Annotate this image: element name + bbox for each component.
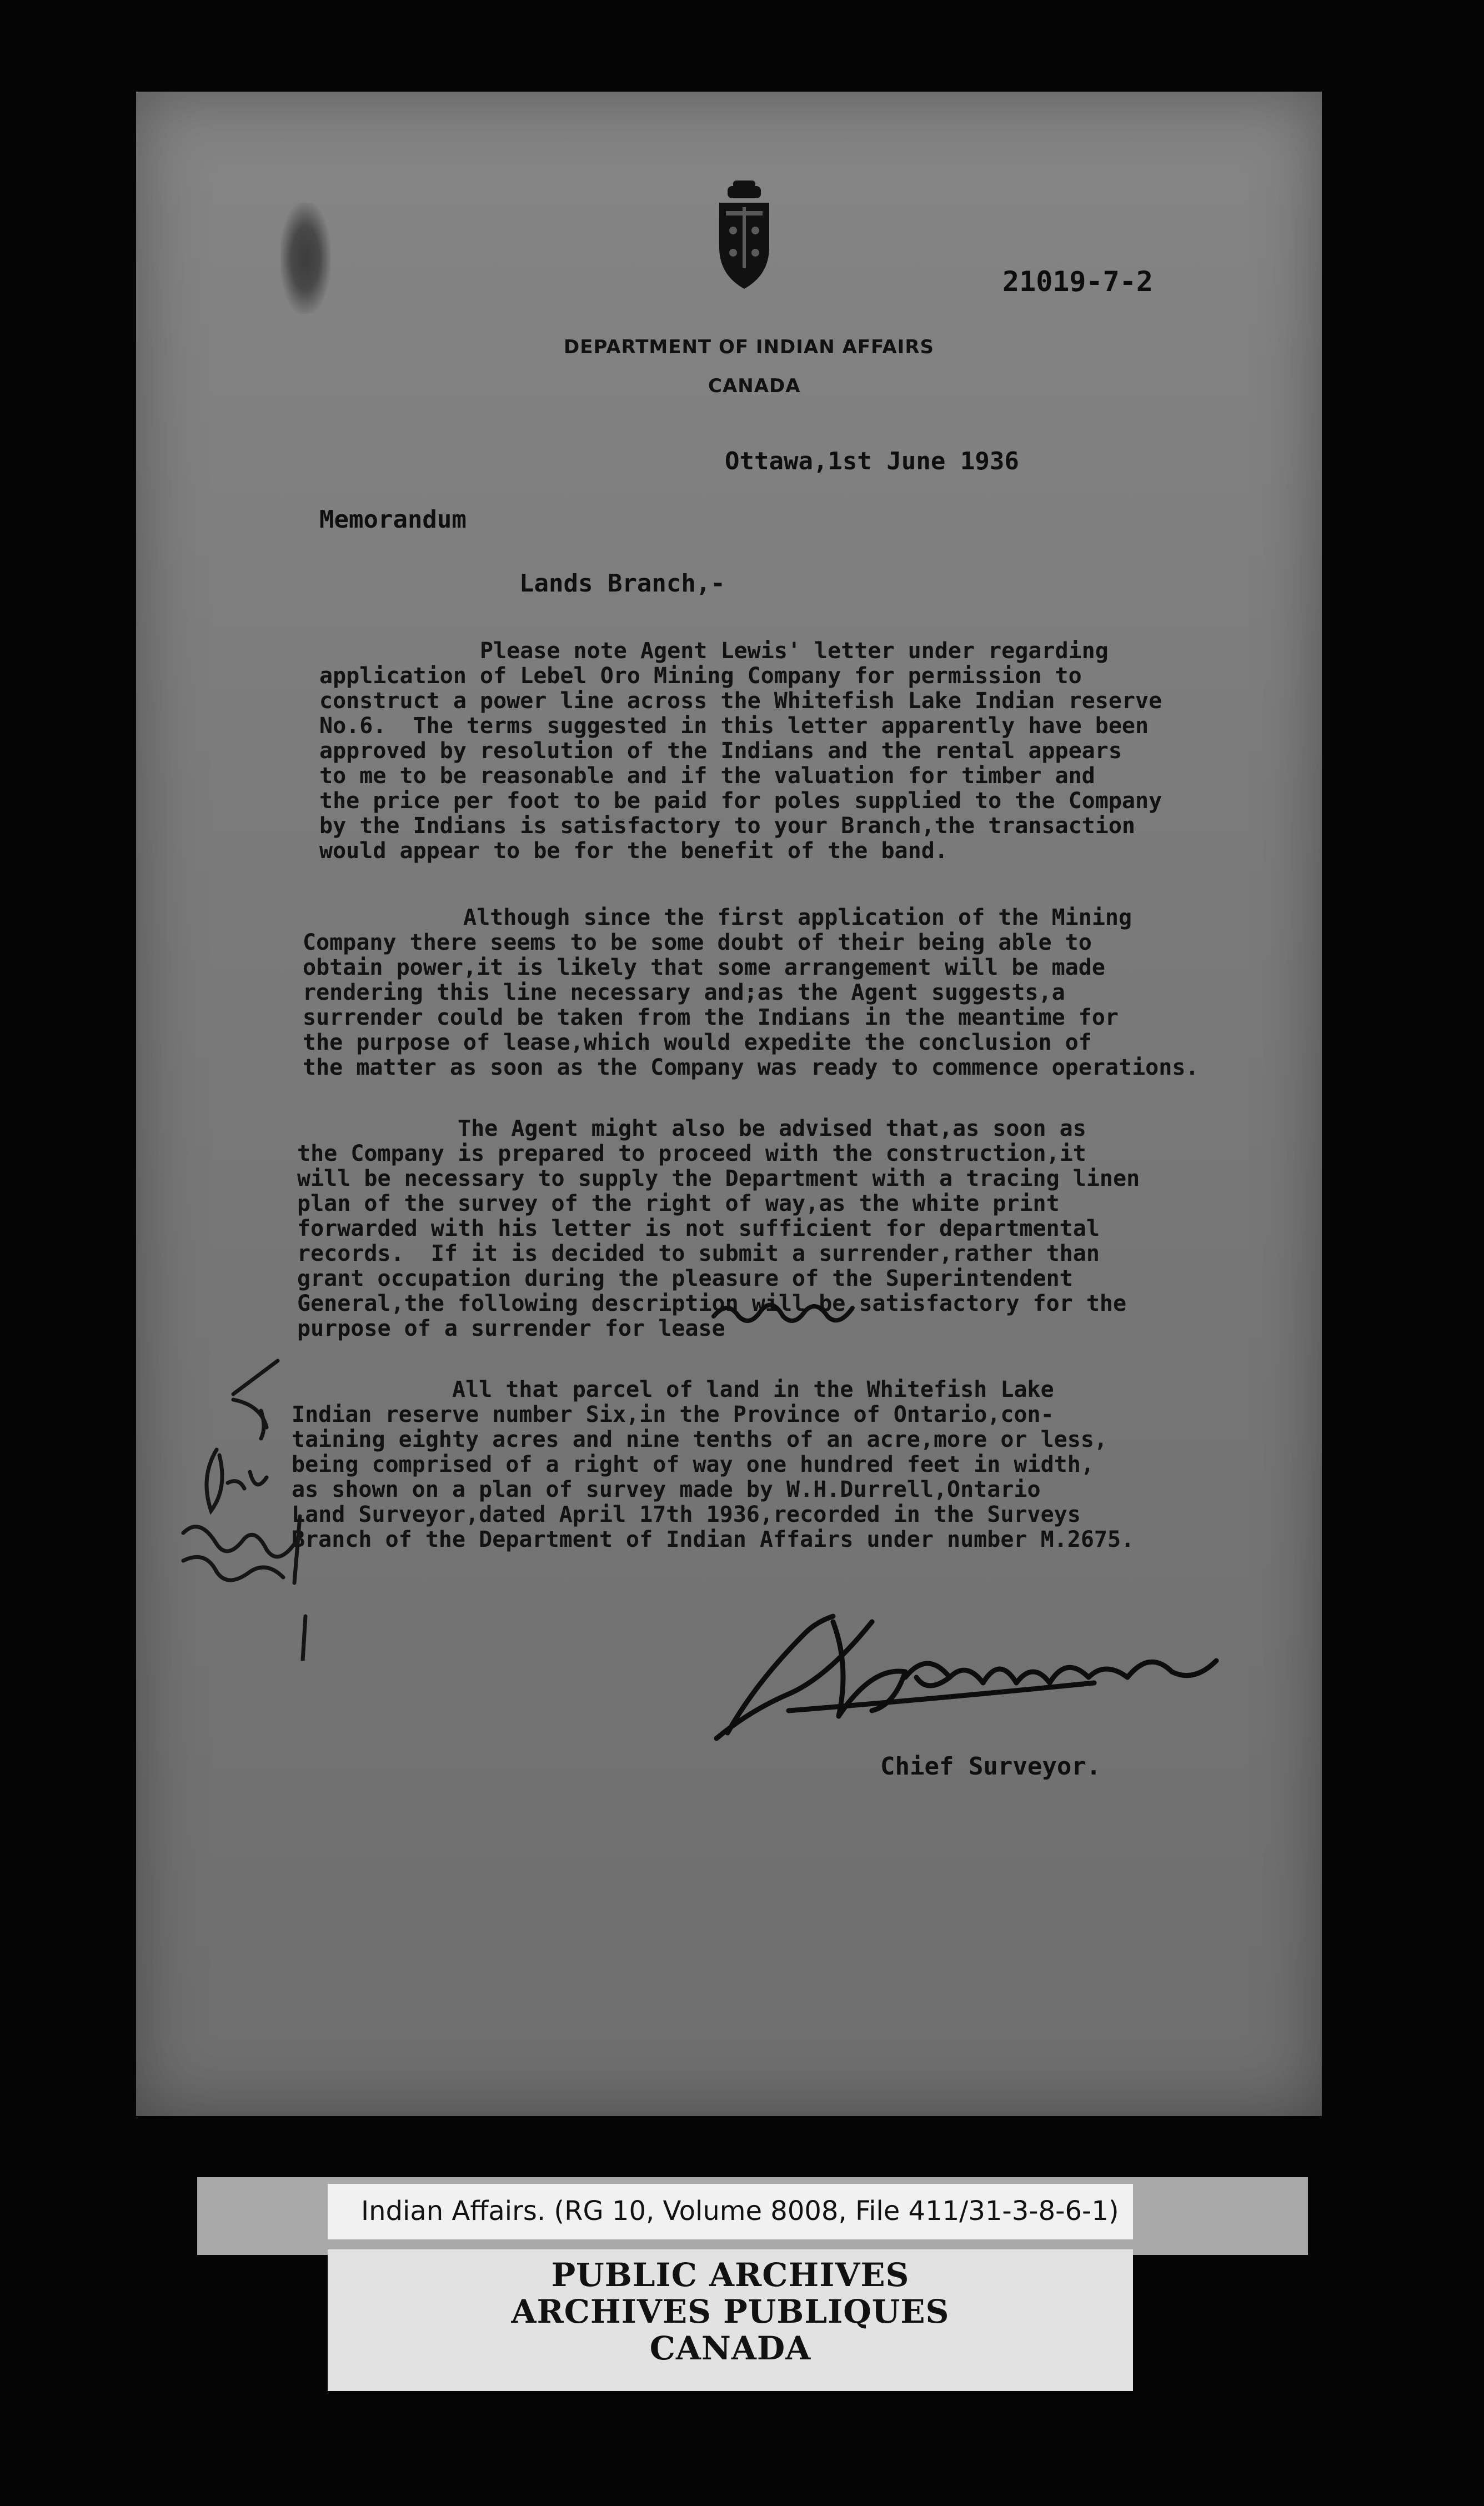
place-date: Ottawa,1st June 1936 [725,447,1019,475]
signature [705,1600,1233,1766]
crest-icon [714,181,775,292]
paragraph-2: Although since the first application of the Mining Company there seems to be some doubt of their being able to obtain power,it is likely that some arrangement will be made rendering this line necessary and;as the Agent suggests,a surrender could be taken from the Indians in the meantime for the purpose of lease,which would expedite the conclusion of the matter as soon as the Company was ready to commence operations. [303,905,1199,1080]
paragraph-3: The Agent might also be advised that,as soon as the Company is prepared to proceed with the construction,it will be necessary to supply the Department with a tracing linen plan of the survey of the right of way,as the white print forwarded with his letter is not sufficient for departmental records. If it is decided to submit a surrender,rather than grant occupation during the pleasure of the Superintendent General,the following description will be satisfactory for the purpose of a surrender for lease [297,1116,1140,1341]
file-number: 21019-7-2 [1002,265,1153,298]
country-heading: CANADA [708,375,801,397]
addressee: Lands Branch,- [519,569,725,598]
handwritten-margin-note [167,1350,322,1661]
archive-reference: Indian Affairs. (RG 10, Volume 8008, File 411/31-3-8-6-1) [361,2196,1119,2227]
archive-line-3: CANADA [649,2329,811,2367]
paper-stain [280,203,330,314]
paragraph-4: All that parcel of land in the Whitefish Lake Indian reserve number Six,in the Province of Ontario,con- taining eighty acres and nine tenths of an acre,more or less, being comprised of a right of way one hundred feet in width, as shown on a plan of survey made by W.H.Durrell,Ontario Land Surveyor,dated April 17th 1936,recorded in the Surveys Branch of the Department of Indian Affairs under number M.2675. [292,1377,1135,1552]
memo-label: Memorandum [319,505,467,534]
department-heading: DEPARTMENT OF INDIAN AFFAIRS [564,336,934,358]
signature-title: Chief Surveyor. [880,1752,1101,1781]
archive-line-1: PUBLIC ARCHIVES [551,2256,910,2294]
archive-line-2: ARCHIVES PUBLIQUES [511,2293,950,2330]
handwritten-insertion [711,1294,855,1333]
paragraph-1: Please note Agent Lewis' letter under regarding application of Lebel Oro Mining Company for permission to construct a power line across the Whitefish Lake Indian reserve No.6. The terms suggested in this letter apparently have been approved by resolution of the Indians and the rental appears to me to be reasonable and if the valuation for timber and the price per foot to be paid for poles supplied to the Company by the Indians is satisfactory to your Branch,the transaction would appear to be for the benefit of the band. [319,638,1162,864]
